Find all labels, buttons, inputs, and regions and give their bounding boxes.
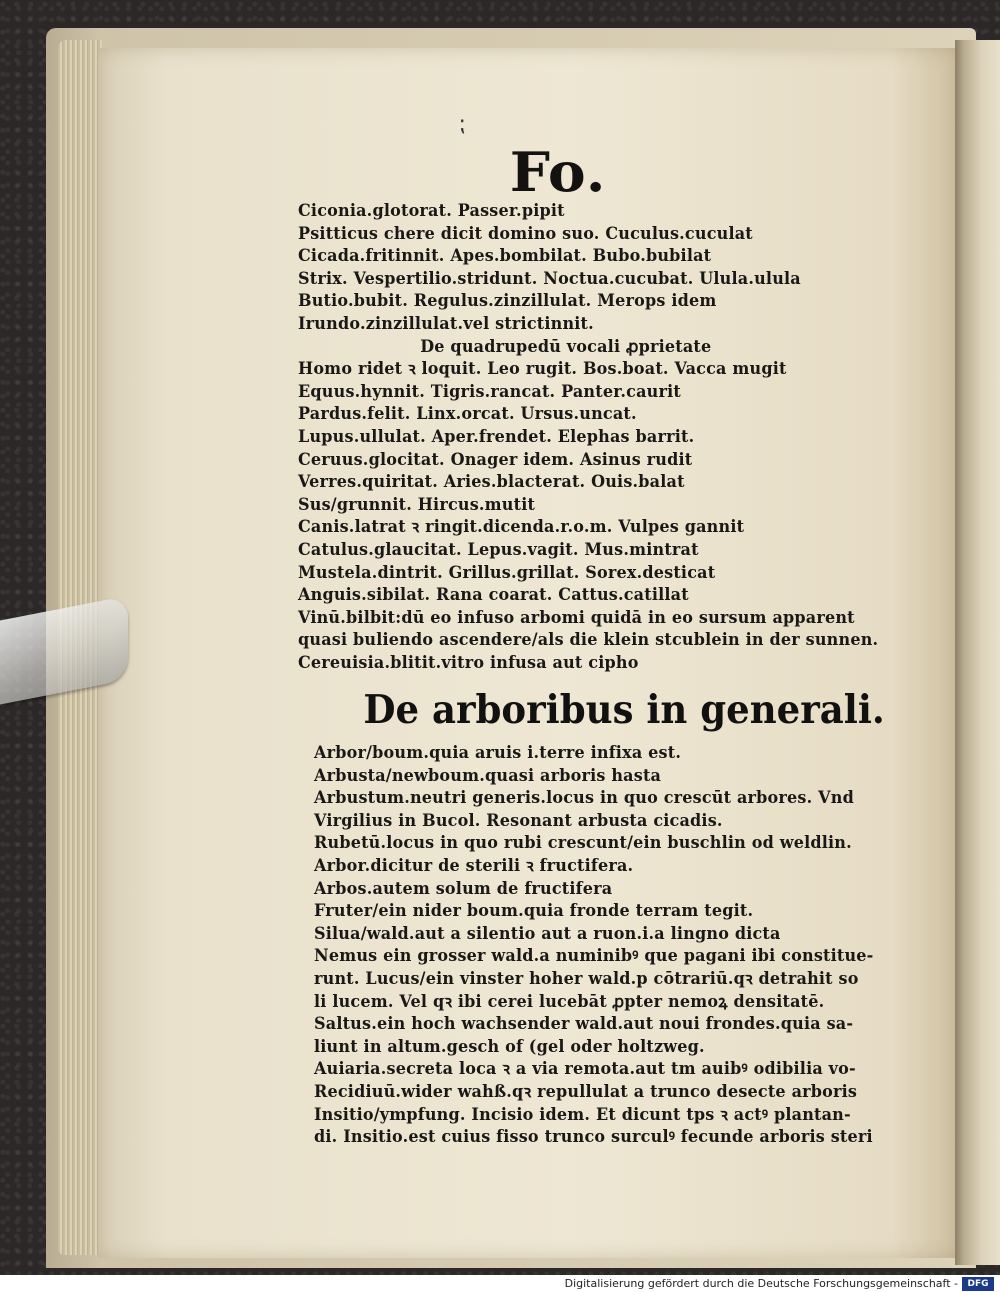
text-line: Arbustum.neutri generis.locus in quo crescūt arbores. Vnd [314,788,855,808]
text-line: Ceruus.glocitat. Onager idem. Asinus rudit [298,449,693,469]
text-block-top [298,200,888,674]
footer-bar [0,1275,1000,1292]
dfg-logo: DFG [962,1277,994,1291]
text-line: Nemus ein grosser wald.a numinibꝰ que pagani ibi constitue- [314,946,874,966]
section-heading-block [314,684,894,740]
text-line: Arbos.autem solum de fructifera [314,878,613,898]
text-block-bottom [314,742,894,1149]
text-line: Vinū.bilbit:dū eo infuso arbomi quidā in eo sursum apparent [298,607,855,627]
text-line: Mustela.dintrit. Grillus.grillat. Sorex.desticat [298,562,716,582]
text-line: Arbusta/newboum.quasi arboris hasta [314,765,662,785]
text-line: Anguis.sibilat. Rana coarat. Cattus.catillat [298,585,689,605]
section-subheading: De quadrupedū vocali ꝓprietate [420,336,712,356]
folio-heading: Fo. [509,140,607,204]
text-line: Ciconia.glotorat. Passer.pipit [298,201,565,220]
marginal-mark: ⁏ [458,112,466,137]
text-line: Lupus.ullulat. Aper.frendet. Elephas barrit. [298,426,695,446]
text-line: quasi buliendo ascendere/als die klein stcublein in der sunnen. [298,630,879,650]
text-line: Catulus.glaucitat. Lepus.vagit. Mus.mintrat [298,539,699,559]
text-line: Cicada.fritinnit. Apes.bombilat. Bubo.bubilat [298,246,712,266]
text-line: Cereuisia.blitit.vitro infusa aut cipho [298,652,639,672]
text-line: Virgilius in Bucol. Resonant arbusta cicadis. [314,810,723,830]
section-heading: De arboribus in generali. [363,687,885,733]
text-line: di. Insitio.est cuius fisso trunco surculꝰ fecunde arboris steri [314,1127,873,1147]
text-line: liunt in altum.gesch of (gel oder holtzweg. [314,1036,705,1056]
text-line: Rubetū.locus in quo rubi crescunt/ein buschlin od weldlin. [314,833,852,853]
text-line: Verres.quiritat. Aries.blacterat. Ouis.balat [298,472,685,492]
text-line: Butio.bubit. Regulus.zinzillulat. Merops idem [298,291,717,311]
text-line: Irundo.zinzillulat.vel strictinnit. [298,313,594,333]
text-line: Fruter/ein nider boum.quia fronde terram tegit. [314,901,754,921]
text-line: Silua/wald.aut a silentio aut a ruon.i.a lingno dicta [314,923,781,943]
text-line: runt. Lucus/ein vinster hoher wald.p cōtrariū.qꝛ detrahit so [314,968,859,988]
text-line: Arbor.dicitur de sterili ꝛ fructifera. [314,855,634,875]
footer-credit: Digitalisierung gefördert durch die Deutsche Forschungsgemeinschaft - [564,1277,958,1290]
text-line: Recidiuū.wider wahß.qꝛ repullulat a trunco desecte arboris [314,1081,858,1101]
text-line: Auiaria.secreta loca ꝛ a via remota.aut tm auibꝰ odibilia vo- [314,1059,856,1079]
text-line: Saltus.ein hoch wachsender wald.aut noui frondes.quia sa- [314,1014,854,1034]
text-line: Insitio/ympfung. Incisio idem. Et dicunt tps ꝛ actꝰ plantan- [314,1104,851,1124]
text-line: Strix. Vespertilio.stridunt. Noctua.cucubat. Ulula.ulula [298,268,801,288]
text-line: Equus.hynnit. Tigris.rancat. Panter.caurit [298,381,681,401]
text-line: Homo ridet ꝛ loquit. Leo rugit. Bos.boat. Vacca mugit [298,359,787,379]
text-line: Arbor/boum.quia aruis i.terre infixa est. [314,743,682,762]
text-line: Sus/grunnit. Hircus.mutit [298,494,536,514]
text-line: Pardus.felit. Linx.orcat. Ursus.uncat. [298,404,637,424]
text-line: li lucem. Vel qꝛ ibi cerei lucebāt ꝓpter nemoꝝ densitatē. [314,991,825,1011]
text-line: Canis.latrat ꝛ ringit.dicenda.r.o.m. Vulpes gannit [298,517,745,537]
text-line: Psitticus chere dicit domino suo. Cuculus.cuculat [298,223,753,243]
facing-page-edge [955,40,1000,1265]
